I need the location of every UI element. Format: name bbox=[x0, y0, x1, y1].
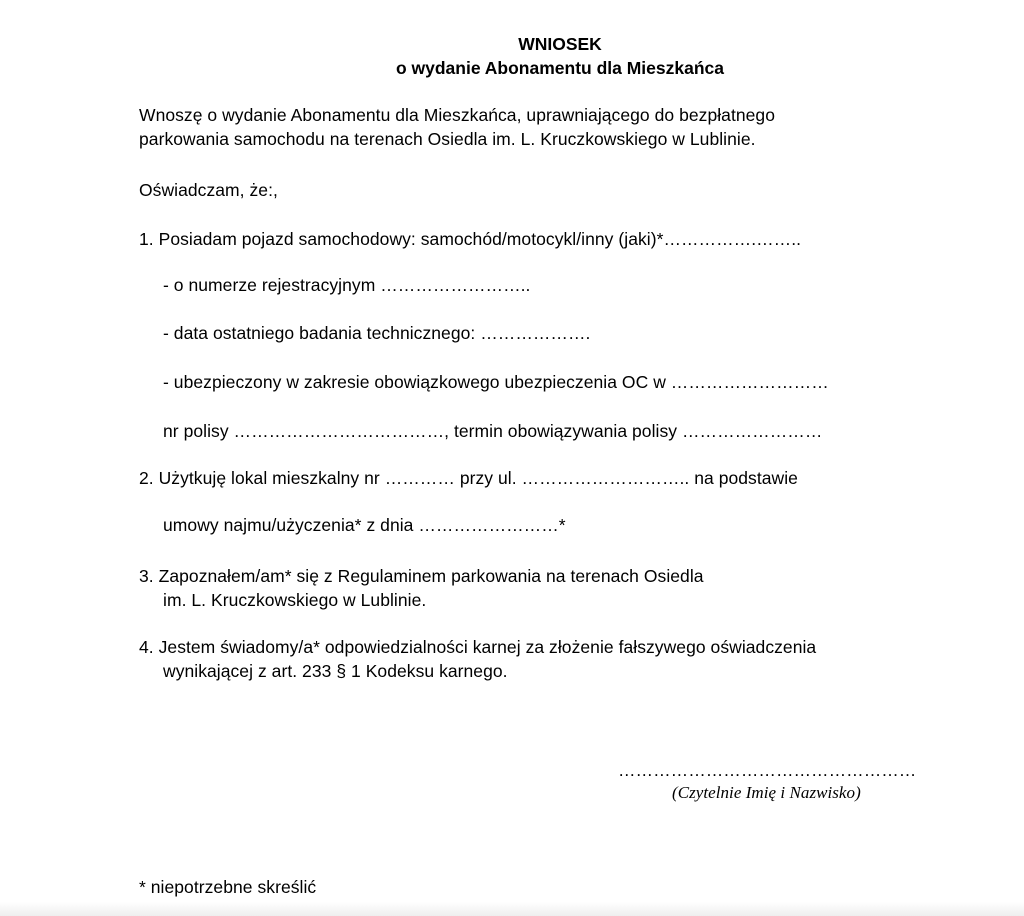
signature-line: …………………………………………… bbox=[618, 760, 917, 780]
intro-text-line-1: Wnoszę o wydanie Abonamentu dla Mieszkańca, uprawniającego do bezpłatnego bbox=[139, 105, 775, 125]
item-4-line-2: wynikającej z art. 233 § 1 Kodeksu karnego. bbox=[163, 661, 508, 681]
intro-text-line-2: parkowania samochodu na terenach Osiedla im. L. Kruczkowskiego w Lublinie. bbox=[139, 129, 756, 149]
footnote: * niepotrzebne skreślić bbox=[139, 877, 317, 897]
signature-caption: (Czytelnie Imię i Nazwisko) bbox=[672, 783, 861, 802]
item-4-line-1: 4. Jestem świadomy/a* odpowiedzialności karnej za złożenie fałszywego oświadczenia bbox=[139, 637, 817, 657]
document-title: WNIOSEK bbox=[518, 34, 602, 54]
item-1-registration: - o numerze rejestracyjnym …………………….. bbox=[163, 275, 531, 295]
item-1-inspection: - data ostatniego badania technicznego: ………………. bbox=[163, 323, 591, 343]
item-1-vehicle: 1. Posiadam pojazd samochodowy: samochód/motocykl/inny (jaki)*…………….…….. bbox=[139, 229, 802, 249]
item-1-policy: nr polisy ………………………………, termin obowiązywania polisy …………………… bbox=[163, 421, 823, 441]
item-3-line-2: im. L. Kruczkowskiego w Lublinie. bbox=[163, 590, 427, 610]
declaration-heading: Oświadczam, że:, bbox=[139, 180, 278, 200]
document-subtitle: o wydanie Abonamentu dla Mieszkańca bbox=[395, 58, 725, 78]
item-1-insurance: - ubezpieczony w zakresie obowiązkowego ubezpieczenia OC w ……………………… bbox=[163, 372, 829, 392]
item-2-line-2: umowy najmu/użyczenia* z dnia ……………………* bbox=[163, 515, 566, 535]
item-3-line-1: 3. Zapoznałem/am* się z Regulaminem parkowania na terenach Osiedla bbox=[139, 566, 704, 586]
page-bottom-shadow bbox=[0, 902, 1024, 916]
item-2-line-1: 2. Użytkuję lokal mieszkalny nr ………… przy ul. ……………………….. na podstawie bbox=[139, 468, 798, 488]
